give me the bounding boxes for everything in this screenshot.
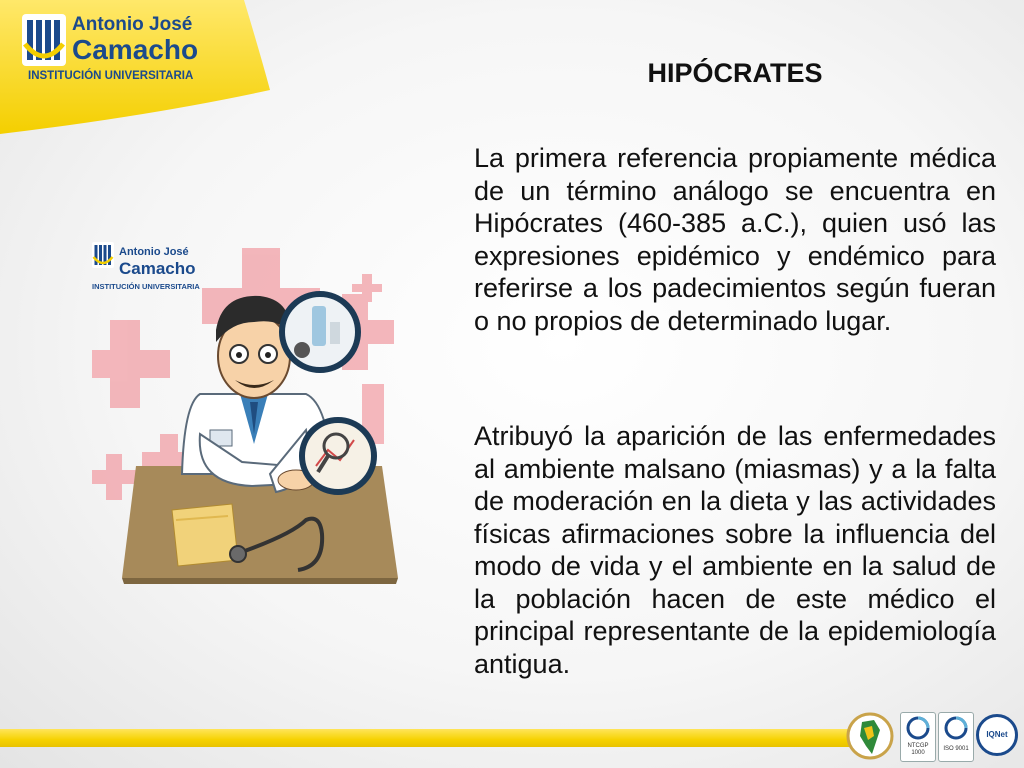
logo-line-2: Camacho (72, 34, 199, 65)
ntcgp-badge-line-1: NTCGP (907, 743, 929, 749)
ntcgp-badge (900, 712, 936, 762)
certification-badges (846, 706, 1016, 766)
illustration-logo-icon (92, 240, 114, 270)
logo-line-1: Antonio José (72, 14, 193, 35)
paragraph-1: La primera referencia propiamente médica de un término análogo se encuentra en Hipócrates (460-385 a.C.), quien usó las expresiones epidémico y endémico para referirse a los padecimientos según fueran o no propios de determinado lugar. (474, 143, 996, 336)
doctor-illustration (92, 234, 410, 586)
illustration-logo-line-2: Camacho (119, 259, 196, 278)
colombia-map-seal-icon (846, 710, 894, 762)
header-logo (22, 12, 202, 88)
illustration-logo (92, 238, 222, 298)
illustration-logo-line-3: INSTITUCIÓN UNIVERSITARIA (92, 282, 200, 291)
paragraph-2: Atribuyó la aparición de las enfermedades al ambiente malsano (miasmas) y a la falta de moderación en la dieta y las actividades físicas afirmaciones sobre la influencia del modo de vida y el ambiente en la salud de la población hacen de este médico el principal representante de la epidemiología antigua. (474, 421, 996, 679)
logo-line-3: INSTITUCIÓN UNIVERSITARIA (28, 70, 194, 82)
ntcgp-logo-icon (901, 715, 935, 741)
iqnet-badge (976, 714, 1018, 756)
illustration-logo-line-1: Antonio José (119, 246, 189, 258)
iqnet-badge-label: IQNet (986, 730, 1008, 739)
ntcgp-badge-line-2: 1000 (911, 750, 925, 756)
iso-logo-icon (939, 715, 973, 741)
slide-title: HIPÓCRATES (647, 58, 823, 88)
university-logo-icon (22, 14, 66, 66)
footer-yellow-bar (0, 729, 850, 747)
iso-badge-line-1: ISO 9001 (943, 746, 969, 752)
iso-9001-badge (938, 712, 974, 762)
